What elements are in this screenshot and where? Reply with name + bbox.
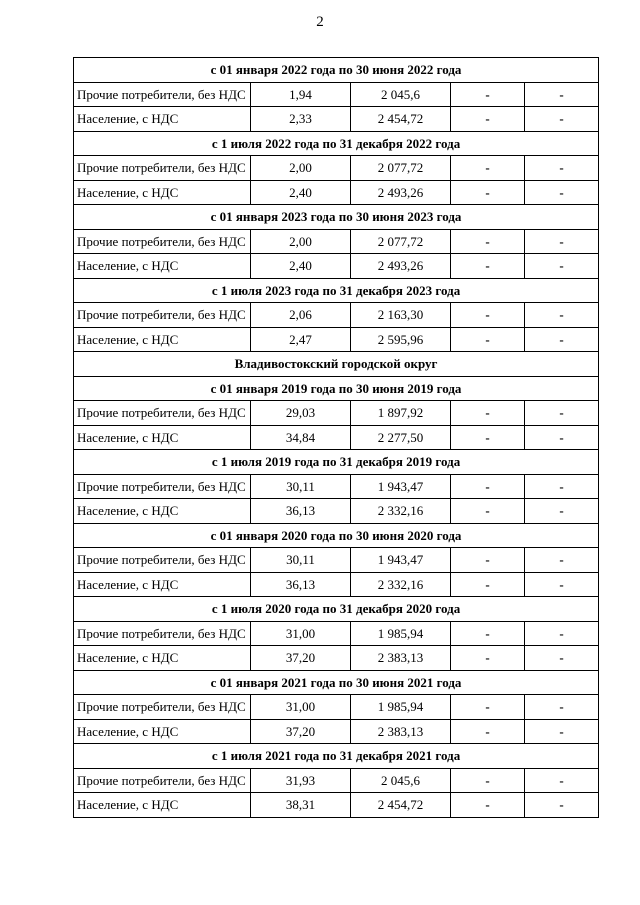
- tariff-value: 2 077,72: [351, 229, 451, 254]
- rate-value: 31,93: [251, 768, 351, 793]
- tariff-value: 2 045,6: [351, 768, 451, 793]
- period-header-row: [74, 744, 599, 769]
- period-header: с 01 января 2022 года по 30 июня 2022 года: [74, 58, 599, 83]
- rate-value: 2,00: [251, 156, 351, 181]
- consumer-category: Население, с НДС: [74, 107, 251, 132]
- empty-value: -: [451, 156, 525, 181]
- period-header: с 01 января 2019 года по 30 июня 2019 года: [74, 376, 599, 401]
- empty-value: -: [451, 572, 525, 597]
- table-row: [74, 719, 599, 744]
- empty-value: -: [525, 156, 599, 181]
- empty-value: -: [525, 768, 599, 793]
- rate-value: 2,33: [251, 107, 351, 132]
- empty-value: -: [525, 107, 599, 132]
- rate-value: 2,40: [251, 254, 351, 279]
- empty-value: -: [451, 621, 525, 646]
- rate-value: 31,00: [251, 621, 351, 646]
- rate-value: 37,20: [251, 719, 351, 744]
- consumer-category: Прочие потребители, без НДС: [74, 82, 251, 107]
- period-header-row: [74, 450, 599, 475]
- consumer-category: Население, с НДС: [74, 719, 251, 744]
- tariff-value: 1 985,94: [351, 621, 451, 646]
- table-row: [74, 82, 599, 107]
- rate-value: 31,00: [251, 695, 351, 720]
- consumer-category: Прочие потребители, без НДС: [74, 401, 251, 426]
- empty-value: -: [451, 327, 525, 352]
- empty-value: -: [525, 303, 599, 328]
- rate-value: 29,03: [251, 401, 351, 426]
- tariff-value: 2 277,50: [351, 425, 451, 450]
- consumer-category: Население, с НДС: [74, 793, 251, 818]
- empty-value: -: [525, 793, 599, 818]
- tariff-value: 2 595,96: [351, 327, 451, 352]
- empty-value: -: [451, 401, 525, 426]
- empty-value: -: [525, 401, 599, 426]
- tariff-value: 1 943,47: [351, 548, 451, 573]
- empty-value: -: [451, 82, 525, 107]
- tariff-value: 1 985,94: [351, 695, 451, 720]
- empty-value: -: [525, 695, 599, 720]
- table-row: [74, 156, 599, 181]
- table-row: [74, 254, 599, 279]
- period-header-row: [74, 278, 599, 303]
- consumer-category: Население, с НДС: [74, 646, 251, 671]
- rate-value: 36,13: [251, 572, 351, 597]
- period-header: с 01 января 2023 года по 30 июня 2023 года: [74, 205, 599, 230]
- empty-value: -: [525, 180, 599, 205]
- period-header: с 01 января 2020 года по 30 июня 2020 года: [74, 523, 599, 548]
- table-row: [74, 425, 599, 450]
- table-row: [74, 572, 599, 597]
- consumer-category: Население, с НДС: [74, 572, 251, 597]
- table-row: [74, 401, 599, 426]
- period-header: с 1 июля 2023 года по 31 декабря 2023 года: [74, 278, 599, 303]
- period-header: с 1 июля 2019 года по 31 декабря 2019 года: [74, 450, 599, 475]
- consumer-category: Население, с НДС: [74, 327, 251, 352]
- consumer-category: Прочие потребители, без НДС: [74, 229, 251, 254]
- empty-value: -: [451, 768, 525, 793]
- empty-value: -: [525, 499, 599, 524]
- consumer-category: Прочие потребители, без НДС: [74, 768, 251, 793]
- empty-value: -: [525, 548, 599, 573]
- tariff-value: 2 332,16: [351, 572, 451, 597]
- table-row: [74, 695, 599, 720]
- tariff-value: 2 454,72: [351, 107, 451, 132]
- rate-value: 38,31: [251, 793, 351, 818]
- period-header-row: [74, 597, 599, 622]
- period-header-row: [74, 58, 599, 83]
- tariff-value: 2 163,30: [351, 303, 451, 328]
- rate-value: 34,84: [251, 425, 351, 450]
- empty-value: -: [525, 719, 599, 744]
- empty-value: -: [525, 572, 599, 597]
- empty-value: -: [525, 474, 599, 499]
- empty-value: -: [451, 229, 525, 254]
- table-row: [74, 646, 599, 671]
- tariff-table: [73, 57, 599, 818]
- table-row: [74, 303, 599, 328]
- period-header-row: [74, 523, 599, 548]
- consumer-category: Население, с НДС: [74, 499, 251, 524]
- district-header: Владивостокский городской округ: [74, 352, 599, 377]
- consumer-category: Прочие потребители, без НДС: [74, 303, 251, 328]
- empty-value: -: [451, 303, 525, 328]
- empty-value: -: [451, 107, 525, 132]
- empty-value: -: [525, 646, 599, 671]
- empty-value: -: [451, 695, 525, 720]
- tariff-value: 2 493,26: [351, 254, 451, 279]
- tariff-value: 2 383,13: [351, 646, 451, 671]
- empty-value: -: [451, 719, 525, 744]
- rate-value: 37,20: [251, 646, 351, 671]
- tariff-value: 2 077,72: [351, 156, 451, 181]
- consumer-category: Население, с НДС: [74, 180, 251, 205]
- rate-value: 2,00: [251, 229, 351, 254]
- tariff-value: 2 383,13: [351, 719, 451, 744]
- period-header: с 1 июля 2020 года по 31 декабря 2020 года: [74, 597, 599, 622]
- empty-value: -: [451, 548, 525, 573]
- empty-value: -: [451, 180, 525, 205]
- consumer-category: Население, с НДС: [74, 254, 251, 279]
- table-row: [74, 768, 599, 793]
- period-header: с 01 января 2021 года по 30 июня 2021 года: [74, 670, 599, 695]
- consumer-category: Прочие потребители, без НДС: [74, 695, 251, 720]
- rate-value: 30,11: [251, 474, 351, 499]
- tariff-value: 2 332,16: [351, 499, 451, 524]
- consumer-category: Прочие потребители, без НДС: [74, 156, 251, 181]
- table-row: [74, 229, 599, 254]
- empty-value: -: [451, 499, 525, 524]
- table-row: [74, 793, 599, 818]
- empty-value: -: [451, 425, 525, 450]
- empty-value: -: [451, 646, 525, 671]
- rate-value: 2,47: [251, 327, 351, 352]
- table-row: [74, 548, 599, 573]
- period-header: с 1 июля 2022 года по 31 декабря 2022 года: [74, 131, 599, 156]
- empty-value: -: [451, 474, 525, 499]
- table-row: [74, 499, 599, 524]
- rate-value: 30,11: [251, 548, 351, 573]
- consumer-category: Прочие потребители, без НДС: [74, 548, 251, 573]
- consumer-category: Прочие потребители, без НДС: [74, 621, 251, 646]
- empty-value: -: [525, 621, 599, 646]
- empty-value: -: [525, 229, 599, 254]
- rate-value: 1,94: [251, 82, 351, 107]
- district-header-row: [74, 352, 599, 377]
- tariff-value: 2 454,72: [351, 793, 451, 818]
- consumer-category: Прочие потребители, без НДС: [74, 474, 251, 499]
- tariff-value: 2 493,26: [351, 180, 451, 205]
- empty-value: -: [525, 82, 599, 107]
- table-row: [74, 621, 599, 646]
- empty-value: -: [525, 327, 599, 352]
- rate-value: 36,13: [251, 499, 351, 524]
- rate-value: 2,06: [251, 303, 351, 328]
- rate-value: 2,40: [251, 180, 351, 205]
- table-row: [74, 474, 599, 499]
- period-header-row: [74, 376, 599, 401]
- page-number: 2: [316, 14, 324, 30]
- table-row: [74, 327, 599, 352]
- tariff-value: 1 943,47: [351, 474, 451, 499]
- tariff-value: 1 897,92: [351, 401, 451, 426]
- table-row: [74, 107, 599, 132]
- period-header: с 1 июля 2021 года по 31 декабря 2021 года: [74, 744, 599, 769]
- consumer-category: Население, с НДС: [74, 425, 251, 450]
- table-row: [74, 180, 599, 205]
- empty-value: -: [525, 425, 599, 450]
- empty-value: -: [451, 793, 525, 818]
- empty-value: -: [525, 254, 599, 279]
- empty-value: -: [451, 254, 525, 279]
- period-header-row: [74, 131, 599, 156]
- period-header-row: [74, 670, 599, 695]
- tariff-value: 2 045,6: [351, 82, 451, 107]
- period-header-row: [74, 205, 599, 230]
